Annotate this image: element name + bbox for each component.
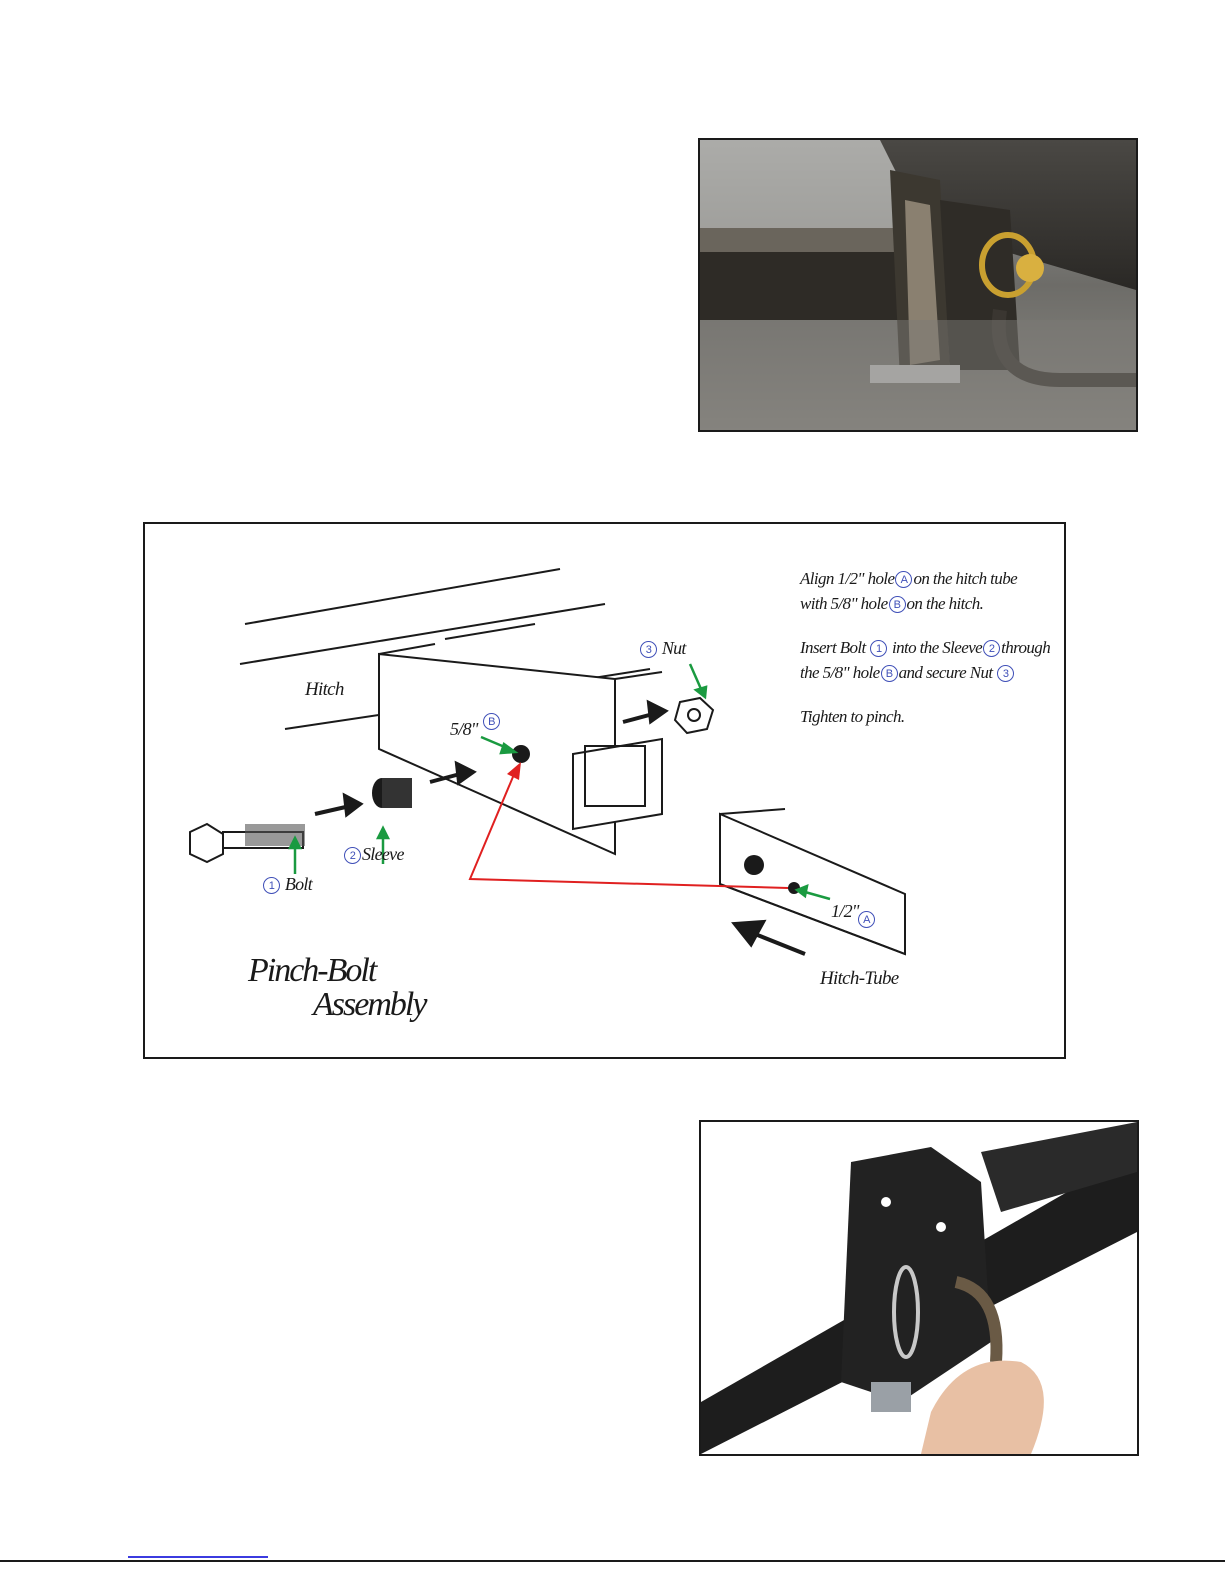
ref-a-circle: A [895,571,912,588]
step-1-text: Align 1/2" hole [800,569,895,588]
hole-b-ref: B [483,713,500,730]
hitch-label: Hitch [305,679,344,700]
step-2-text-b: into the Sleeve [891,638,983,657]
hole-b-ref-wrap [482,710,501,731]
hole-a-ref-wrap [857,908,876,929]
diagram-title-line1: Pinch-Bolt [248,952,376,989]
nut-label [639,638,686,659]
instruction-text [800,566,1062,748]
sleeve-number: 2 [344,847,361,864]
hole-b-label [450,719,478,740]
nut-number: 3 [640,641,657,658]
step-1-text-c: with 5/8" hole [800,594,888,613]
step-2-text-d: the 5/8" hole [800,663,880,682]
nut-text: Nut [661,638,686,658]
ref-3-circle: 3 [997,665,1014,682]
step-2-text-c: through [1001,638,1051,657]
ref-b-circle-2: B [881,665,898,682]
diagram-title-line2: Assembly [313,986,426,1023]
bolt-label [262,874,312,895]
footer-link-underline[interactable] [128,1556,268,1558]
hitch-photo-bottom [699,1120,1139,1456]
hole-b-size: 5/8" [450,719,478,739]
hitch-tube-label: Hitch-Tube [820,968,899,989]
ref-b-circle: B [889,596,906,613]
hole-a-ref: A [858,911,875,928]
bolt-text: Bolt [284,874,313,894]
hole-a-label [831,901,859,922]
instruction-step-1 [800,566,1062,616]
step-1-text-b: on the hitch tube [913,569,1018,588]
hitch-photo-top [698,138,1138,432]
step-2-text: Insert Bolt [800,638,866,657]
ref-2-circle: 2 [983,640,1000,657]
bolt-number: 1 [263,877,280,894]
sleeve-text: Sleeve [362,844,404,864]
instruction-step-3: Tighten to pinch. [800,707,905,726]
footer-rule [0,1560,1225,1562]
step-1-text-d: on the hitch. [906,594,984,613]
sleeve-label [343,844,404,865]
pinch-bolt-diagram [143,522,1066,1059]
hole-a-size: 1/2" [831,901,859,921]
ref-1-circle: 1 [870,640,887,657]
instruction-step-2 [800,635,1062,685]
step-2-text-e: and secure Nut [898,663,993,682]
